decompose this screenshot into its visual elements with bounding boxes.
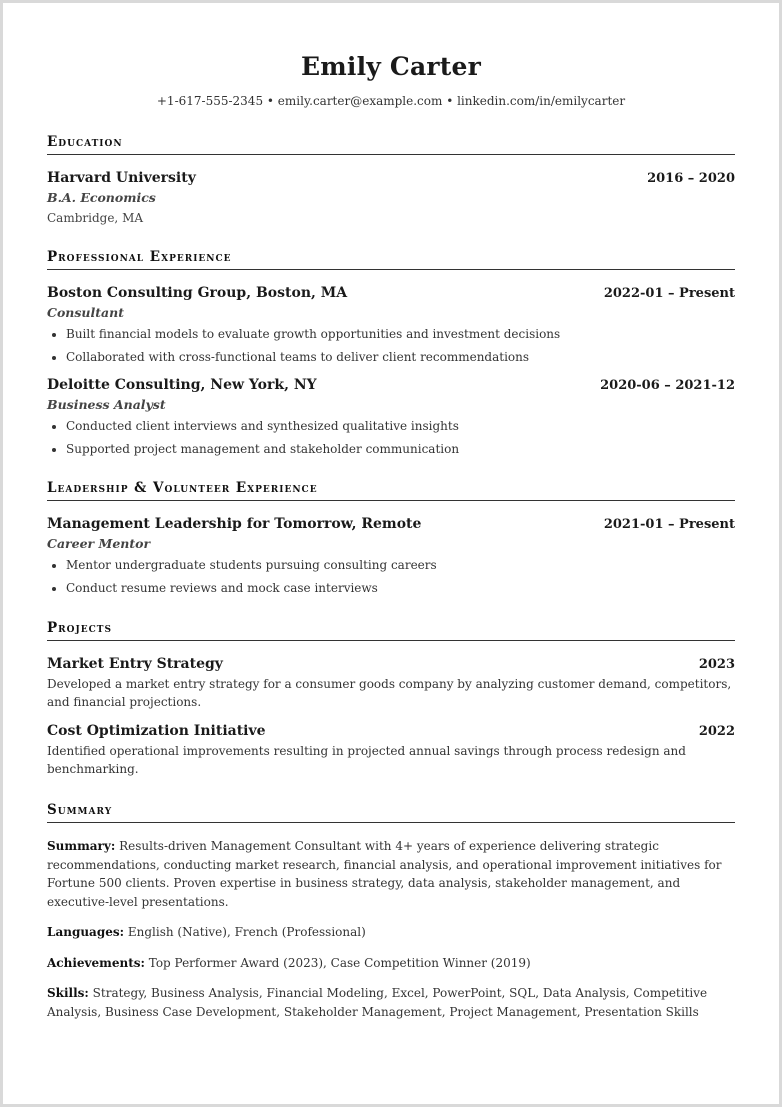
- bullet-list: [47, 418, 735, 457]
- project-entry: [47, 656, 735, 711]
- summary-section: [47, 801, 735, 1021]
- section-title-leadership: Leadership & Volunteer Experience: [47, 479, 735, 501]
- bullet-item: • Supported project management and stakeholder communication: [66, 441, 735, 457]
- employment-dates: 2020-06 – 2021-12: [600, 378, 735, 393]
- project-description: Identified operational improvements resulting in projected annual savings through process redesign and benchmarking.: [47, 744, 686, 776]
- project-name: Market Entry Strategy: [47, 656, 223, 672]
- bullet-item: • Mentor undergraduate students pursuing consulting careers: [66, 557, 735, 573]
- bullet-item: • Built financial models to evaluate growth opportunities and investment decisions: [66, 326, 735, 342]
- employment-dates: 2022-01 – Present: [603, 286, 735, 301]
- job-title: Consultant: [47, 305, 124, 320]
- project-description: Developed a market entry strategy for a consumer goods company by analyzing customer demand, competitors, and financial projections.: [47, 677, 732, 709]
- summary-label: Summary:: [47, 839, 116, 853]
- bullet-list: [47, 557, 735, 596]
- school-location: Cambridge, MA: [47, 211, 144, 225]
- leadership-dates: 2021-01 – Present: [603, 517, 735, 532]
- experience-entry: [47, 377, 735, 457]
- job-title: Business Analyst: [47, 397, 166, 412]
- summary-text: Results-driven Management Consultant with 4+ years of experience delivering strategic recommendations, conducting market research, financial analysis, and operational improvement initiatives for Fortune 500 clients. Proven expertise in business strategy, data analysis, stakeholder management, and executive-level presentations.: [47, 839, 722, 909]
- education-entry: [47, 170, 735, 226]
- leadership-section: [47, 479, 735, 596]
- summary-paragraph: [47, 837, 735, 911]
- projects-section: [47, 619, 735, 778]
- skills-line: [47, 984, 735, 1021]
- achievements-label: Achievements:: [47, 955, 145, 970]
- contact-line: +1-617-555-2345 • emily.carter@example.com • linkedin.com/in/emilycarter: [156, 94, 626, 108]
- skills-text: Strategy, Business Analysis, Financial Modeling, Excel, PowerPoint, SQL, Data Analysis, Competitive Analysis, Business Case Development, Stakeholder Management, Project Management, Presentation Skills: [47, 986, 708, 1019]
- organization: Management Leadership for Tomorrow, Remote: [47, 516, 422, 532]
- resume-page: [3, 3, 779, 1104]
- bullet-item: • Conduct resume reviews and mock case interviews: [66, 580, 735, 596]
- experience-section: [47, 248, 735, 457]
- candidate-name: Emily Carter: [300, 52, 482, 81]
- bullet-item: • Conducted client interviews and synthesized qualitative insights: [66, 418, 735, 434]
- employer: Deloitte Consulting, New York, NY: [47, 377, 317, 393]
- section-title-summary: Summary: [47, 801, 735, 823]
- leadership-role: Career Mentor: [47, 536, 151, 551]
- bullet-list: [47, 326, 735, 365]
- degree: B.A. Economics: [47, 190, 156, 205]
- section-title-projects: Projects: [47, 619, 735, 641]
- leadership-entry: [47, 516, 735, 596]
- achievements-line: [47, 954, 735, 973]
- education-section: [47, 133, 735, 226]
- bullet-item: • Collaborated with cross-functional teams to deliver client recommendations: [66, 349, 735, 365]
- languages-line: [47, 923, 735, 942]
- education-dates: 2016 – 2020: [647, 171, 735, 186]
- achievements-text: Top Performer Award (2023), Case Competition Winner (2019): [144, 955, 531, 970]
- project-entry: [47, 723, 735, 778]
- project-name: Cost Optimization Initiative: [47, 723, 266, 739]
- employer: Boston Consulting Group, Boston, MA: [47, 285, 348, 301]
- school-name: Harvard University: [47, 170, 196, 186]
- experience-entry: [47, 285, 735, 365]
- project-year: 2022: [698, 724, 735, 739]
- languages-text: English (Native), French (Professional): [124, 925, 366, 939]
- project-year: 2023: [698, 657, 735, 672]
- languages-label: Languages:: [47, 925, 125, 939]
- section-title-experience: Professional Experience: [47, 248, 735, 270]
- section-title-education: Education: [47, 133, 735, 155]
- skills-label: Skills:: [47, 986, 89, 1000]
